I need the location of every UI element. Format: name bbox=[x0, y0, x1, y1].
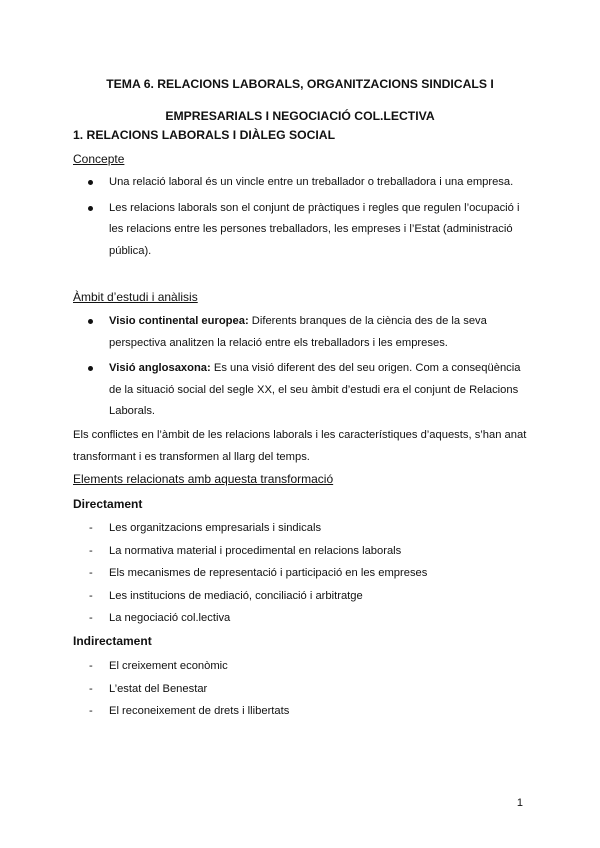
list-item: - Els mecanismes de representació i participació en les empreses bbox=[88, 562, 528, 585]
concepte-list bbox=[88, 172, 528, 262]
bullet-icon bbox=[88, 366, 93, 371]
paragraph: Els conflictes en l’àmbit de les relacions laborals i les característiques d’aquests, s’han anat transformant i es transformen al llarg del temps. bbox=[73, 429, 527, 463]
dash-icon: - bbox=[89, 660, 93, 672]
dash-icon: - bbox=[89, 682, 93, 695]
bullet-icon bbox=[88, 180, 93, 185]
list-item: - El creixement econòmic bbox=[88, 655, 528, 678]
list-item: Una relació laboral és un vincle entre un treballador o treballadora i una empresa. bbox=[88, 172, 528, 194]
title-line-2: EMPRESARIALS I NEGOCIACIÓ COL.LECTIVA bbox=[165, 109, 435, 123]
item-label: Visió anglosaxona: bbox=[109, 362, 211, 374]
item-label: Visio continental europea: bbox=[109, 315, 249, 327]
dash-icon: - bbox=[89, 522, 93, 534]
list-item: - Les organitzacions empresarials i sindicals bbox=[88, 517, 528, 540]
concepte-heading: Concepte bbox=[73, 152, 125, 166]
list-item: - La normativa material i procedimental en relacions laborals bbox=[88, 540, 528, 563]
dash-icon: - bbox=[89, 567, 93, 579]
directament-heading: Directament bbox=[73, 497, 143, 511]
list-item: Les relacions laborals son el conjunt de pràctiques i regles que regulen l’ocupació i les relacions entre les persones treballadors, les empreses i l’Estat (administració pública). bbox=[88, 198, 528, 263]
elements-heading: Elements relacionats amb aquesta transformació bbox=[73, 472, 334, 486]
ambit-list bbox=[88, 311, 528, 423]
page-number: 1 bbox=[516, 797, 523, 809]
list-item: - El reconeixement de drets i llibertats bbox=[88, 700, 528, 723]
bullet-icon bbox=[88, 206, 93, 211]
section-heading: 1. RELACIONS LABORALS I DIÀLEG SOCIAL bbox=[73, 128, 336, 142]
dash-icon: - bbox=[89, 589, 93, 602]
dash-icon: - bbox=[89, 544, 93, 557]
title-line-1: TEMA 6. RELACIONS LABORALS, ORGANITZACIONS SINDICALS I bbox=[106, 77, 494, 91]
directament-list bbox=[88, 517, 528, 630]
bullet-icon bbox=[88, 319, 93, 324]
list-item: Visio continental europea: Diferents branques de la ciència des de la seva perspectiva analitzen la relació entre els treballadors i les empreses. bbox=[88, 311, 528, 354]
dash-icon: - bbox=[89, 612, 93, 624]
indirectament-heading: Indirectament bbox=[73, 634, 152, 648]
indirectament-list bbox=[88, 655, 528, 723]
list-item: - L’estat del Benestar bbox=[88, 678, 528, 701]
dash-icon: - bbox=[89, 705, 93, 717]
list-item: Visió anglosaxona: Es una visió diferent des del seu origen. Com a conseqüència de la situació social del segle XX, el seu àmbit d’estudi era el conjunt de Relacions Laborals. bbox=[88, 358, 528, 423]
document-title bbox=[70, 72, 530, 128]
ambit-heading: Àmbit d’estudi i anàlisis bbox=[73, 290, 198, 304]
list-item: - La negociació col.lectiva bbox=[88, 607, 528, 630]
list-item: - Les institucions de mediació, conciliació i arbitratge bbox=[88, 585, 528, 608]
